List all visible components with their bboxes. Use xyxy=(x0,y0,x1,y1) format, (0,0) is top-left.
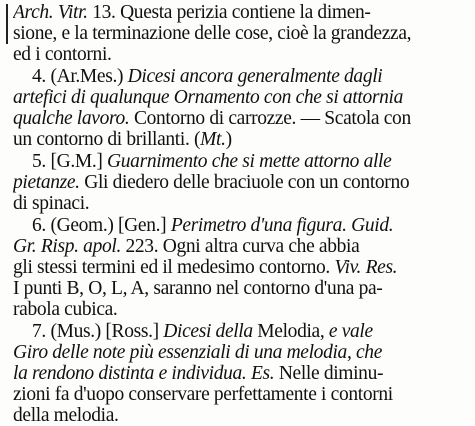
entry-4-line-1 xyxy=(32,66,471,87)
entry-4-line-3 xyxy=(13,108,471,129)
sense-label: 5. [G.M.] xyxy=(32,151,108,172)
entry-6-line-2 xyxy=(13,236,471,257)
entry-1-line-2 xyxy=(13,23,471,44)
example-text: un contorno di brillanti. ( xyxy=(13,129,201,150)
definition-text: Guarnimento che si mette attorno alle xyxy=(107,151,392,172)
definition-text: Dicesi della xyxy=(163,321,253,342)
example-text: Contorno di carrozze. — Scatola con xyxy=(129,108,411,129)
definition-text: Dicesi ancora generalmente dagli xyxy=(127,66,383,87)
entry-5-line-2 xyxy=(13,172,471,193)
entry-4-line-2 xyxy=(13,87,471,108)
body-text: ed i contorni. xyxy=(13,44,112,65)
body-text: sione, e la terminazione delle cose, cioè la grandezza, xyxy=(13,23,412,44)
sense-label: 7. (Mus.) [Ross.] xyxy=(32,321,164,342)
definition-text: la rendono distinta e individua. Es. xyxy=(13,363,275,384)
entry-7-line-3 xyxy=(13,363,471,384)
example-text: gli stessi termini ed il medesimo contorno. xyxy=(13,257,335,278)
entry-7-line-4 xyxy=(13,384,471,405)
example-text: zioni fa d'uopo conservare perfettamente i contorni xyxy=(13,384,393,405)
sense-label: 4. (Ar.Mes.) xyxy=(32,66,128,87)
definition-text: e vale xyxy=(328,321,373,342)
definition-text: artefici di qualunque Ornamento con che si attornia xyxy=(13,87,403,108)
entry-5-line-3 xyxy=(13,193,471,214)
example-text: 223. Ogni altra curva che abbia xyxy=(120,236,360,257)
body-text: Melodia, xyxy=(252,321,329,342)
entry-5-line-1 xyxy=(32,151,471,172)
entry-1-line-1 xyxy=(13,2,471,23)
entry-7-line-5 xyxy=(13,405,471,426)
entry-6-line-1 xyxy=(32,215,471,236)
citation-text: Mt. xyxy=(200,129,226,150)
example-text: I punti B, O, L, A, saranno nel contorno d'una pa- xyxy=(13,278,383,299)
example-text: rabola cubica. xyxy=(13,299,118,320)
entry-7-line-2 xyxy=(13,342,471,363)
entry-6-line-5 xyxy=(13,299,471,320)
citation-text: Viv. Res. xyxy=(334,257,398,278)
citation-text: Gr. Risp. apol. xyxy=(13,236,121,257)
entry-6-line-3 xyxy=(13,257,471,278)
example-text: di spinaci. xyxy=(13,193,90,214)
definition-text: pietanze. xyxy=(13,172,80,193)
entry-6-line-4 xyxy=(13,278,471,299)
body-text: 13. Questa perizia contiene la dimen- xyxy=(87,2,371,23)
sense-label: 6. (Geom.) [Gen.] xyxy=(32,215,171,236)
example-text: della melodia. xyxy=(13,405,119,426)
example-text: Nelle diminu- xyxy=(274,363,384,384)
entry-4-line-4 xyxy=(13,129,471,150)
entry-1-line-3 xyxy=(13,44,471,65)
definition-text: Perimetro d'una figura. Guid. xyxy=(170,215,394,236)
body-text: ) xyxy=(225,129,232,150)
citation-text: Arch. Vitr. xyxy=(13,2,88,23)
definition-text: qualche lavoro. xyxy=(13,108,130,129)
entry-7-line-1 xyxy=(32,321,471,342)
definition-text: Giro delle note più essenziali di una melodia, che xyxy=(13,342,383,363)
example-text: Gli diedero delle braciuole con un contorno xyxy=(79,172,410,193)
margin-rule xyxy=(6,4,8,44)
